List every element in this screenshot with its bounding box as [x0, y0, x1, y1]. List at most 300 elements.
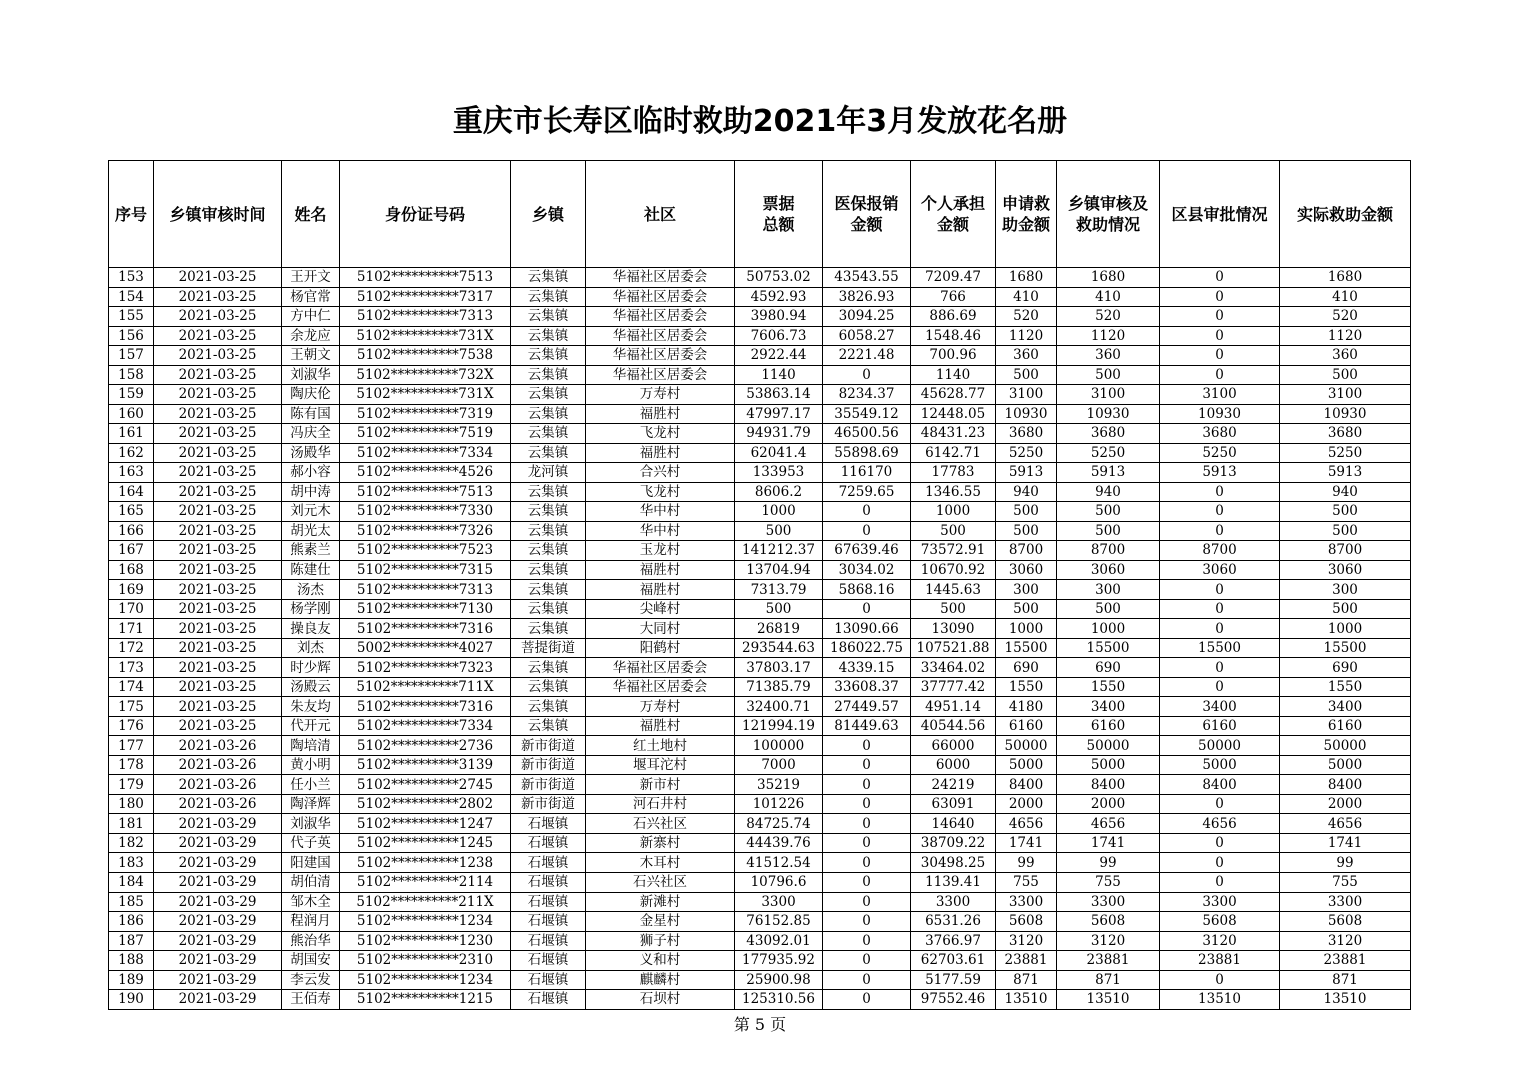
table-cell: 5102**********2736 [340, 736, 511, 756]
table-row [109, 951, 1411, 971]
table-cell: 0 [823, 853, 911, 873]
table-cell: 2021-03-25 [154, 346, 282, 366]
table-cell: 2221.48 [823, 346, 911, 366]
table-cell: 174 [109, 677, 154, 697]
table-cell: 2021-03-26 [154, 794, 282, 814]
table-cell: 55898.69 [823, 443, 911, 463]
table-cell: 2021-03-25 [154, 521, 282, 541]
table-cell: 8400 [1057, 775, 1160, 795]
table-cell: 360 [1280, 346, 1411, 366]
table-cell: 1000 [996, 619, 1057, 639]
table-cell: 169 [109, 580, 154, 600]
table-cell: 10930 [996, 404, 1057, 424]
table-cell: 3120 [1160, 931, 1280, 951]
table-cell: 690 [996, 658, 1057, 678]
table-cell: 163 [109, 463, 154, 483]
table-cell: 胡国安 [282, 951, 340, 971]
table-cell: 陈建仕 [282, 560, 340, 580]
table-cell: 2021-03-29 [154, 990, 282, 1010]
column-header: 票据 总额 [735, 161, 823, 268]
table-cell: 166 [109, 521, 154, 541]
table-cell: 0 [823, 794, 911, 814]
table-cell: 0 [823, 775, 911, 795]
table-cell: 堰耳沱村 [586, 755, 735, 775]
table-cell: 360 [996, 346, 1057, 366]
table-cell: 5102**********1247 [340, 814, 511, 834]
table-row [109, 365, 1411, 385]
table-cell: 0 [1160, 365, 1280, 385]
table-cell: 5177.59 [911, 970, 996, 990]
table-cell: 7313.79 [735, 580, 823, 600]
table-cell: 万寿村 [586, 385, 735, 405]
table-cell: 5868.16 [823, 580, 911, 600]
table-cell: 2021-03-25 [154, 482, 282, 502]
table-cell: 500 [996, 599, 1057, 619]
table-row [109, 541, 1411, 561]
table-cell: 刘淑华 [282, 814, 340, 834]
table-cell: 15500 [1057, 638, 1160, 658]
table-cell: 73572.91 [911, 541, 996, 561]
table-cell: 2922.44 [735, 346, 823, 366]
table-cell: 63091 [911, 794, 996, 814]
table-cell: 合兴村 [586, 463, 735, 483]
table-row [109, 326, 1411, 346]
table-cell: 1139.41 [911, 872, 996, 892]
table-cell: 福胜村 [586, 560, 735, 580]
table-cell: 0 [1160, 346, 1280, 366]
table-cell: 麒麟村 [586, 970, 735, 990]
table-cell: 石堰镇 [511, 872, 586, 892]
table-cell: 5250 [996, 443, 1057, 463]
table-cell: 福胜村 [586, 443, 735, 463]
table-row [109, 697, 1411, 717]
table-cell: 2021-03-25 [154, 365, 282, 385]
table-cell: 360 [1057, 346, 1160, 366]
table-cell: 755 [1280, 872, 1411, 892]
table-cell: 10670.92 [911, 560, 996, 580]
table-cell: 5102**********7315 [340, 560, 511, 580]
table-cell: 3400 [1280, 697, 1411, 717]
table-row [109, 482, 1411, 502]
table-row [109, 736, 1411, 756]
table-cell: 160 [109, 404, 154, 424]
table-cell: 38709.22 [911, 833, 996, 853]
column-header: 实际救助金额 [1280, 161, 1411, 268]
table-cell: 500 [996, 502, 1057, 522]
table-cell: 石堰镇 [511, 833, 586, 853]
table-cell: 500 [911, 599, 996, 619]
table-cell: 操良友 [282, 619, 340, 639]
table-cell: 云集镇 [511, 326, 586, 346]
table-cell: 华中村 [586, 521, 735, 541]
table-cell: 15500 [1280, 638, 1411, 658]
table-cell: 程润月 [282, 912, 340, 932]
table-cell: 3060 [1160, 560, 1280, 580]
table-cell: 华中村 [586, 502, 735, 522]
table-cell: 4339.15 [823, 658, 911, 678]
table-cell: 5250 [1280, 443, 1411, 463]
table-cell: 161 [109, 424, 154, 444]
table-cell: 33608.37 [823, 677, 911, 697]
table-cell: 168 [109, 560, 154, 580]
table-row [109, 833, 1411, 853]
table-cell: 云集镇 [511, 697, 586, 717]
table-row [109, 385, 1411, 405]
table-row [109, 560, 1411, 580]
table-cell: 0 [1160, 482, 1280, 502]
table-cell: 26819 [735, 619, 823, 639]
table-cell: 300 [1280, 580, 1411, 600]
table-cell: 886.69 [911, 307, 996, 327]
table-cell: 871 [1280, 970, 1411, 990]
table-cell: 187 [109, 931, 154, 951]
table-cell: 94931.79 [735, 424, 823, 444]
table-cell: 189 [109, 970, 154, 990]
table-cell: 5102**********1234 [340, 970, 511, 990]
table-cell: 2021-03-29 [154, 892, 282, 912]
table-cell: 173 [109, 658, 154, 678]
table-cell: 2021-03-25 [154, 502, 282, 522]
table-cell: 871 [996, 970, 1057, 990]
table-cell: 25900.98 [735, 970, 823, 990]
table-cell: 10930 [1057, 404, 1160, 424]
table-cell: 狮子村 [586, 931, 735, 951]
table-cell: 云集镇 [511, 560, 586, 580]
table-cell: 766 [911, 287, 996, 307]
table-cell: 新滩村 [586, 892, 735, 912]
table-cell: 胡光太 [282, 521, 340, 541]
table-cell: 179 [109, 775, 154, 795]
table-cell: 50753.02 [735, 268, 823, 288]
table-cell: 44439.76 [735, 833, 823, 853]
table-cell: 182 [109, 833, 154, 853]
table-cell: 2021-03-26 [154, 736, 282, 756]
table-cell: 华福社区居委会 [586, 268, 735, 288]
table-cell: 5102**********7130 [340, 599, 511, 619]
table-cell: 4180 [996, 697, 1057, 717]
table-cell: 7259.65 [823, 482, 911, 502]
table-cell: 3100 [1280, 385, 1411, 405]
table-cell: 500 [1057, 599, 1160, 619]
table-cell: 99 [1057, 853, 1160, 873]
table-cell: 5102**********7326 [340, 521, 511, 541]
table-row [109, 521, 1411, 541]
table-cell: 13510 [1057, 990, 1160, 1010]
table-cell: 华福社区居委会 [586, 326, 735, 346]
table-cell: 13510 [1280, 990, 1411, 1010]
table-cell: 1550 [1280, 677, 1411, 697]
table-cell: 新市街道 [511, 736, 586, 756]
table-cell: 27449.57 [823, 697, 911, 717]
table-cell: 石堰镇 [511, 912, 586, 932]
table-row [109, 404, 1411, 424]
table-cell: 157 [109, 346, 154, 366]
table-cell: 5102**********2114 [340, 872, 511, 892]
table-cell: 1680 [1057, 268, 1160, 288]
table-cell: 云集镇 [511, 424, 586, 444]
table-cell: 2021-03-29 [154, 833, 282, 853]
table-cell: 8234.37 [823, 385, 911, 405]
table-cell: 朱友均 [282, 697, 340, 717]
table-cell: 5102**********7317 [340, 287, 511, 307]
column-header: 社区 [586, 161, 735, 268]
table-cell: 500 [911, 521, 996, 541]
table-cell: 43543.55 [823, 268, 911, 288]
table-cell: 5913 [996, 463, 1057, 483]
table-cell: 24219 [911, 775, 996, 795]
table-cell: 2021-03-26 [154, 755, 282, 775]
table-cell: 0 [823, 365, 911, 385]
table-cell: 300 [996, 580, 1057, 600]
table-cell: 0 [823, 521, 911, 541]
table-cell: 99 [996, 853, 1057, 873]
table-row [109, 346, 1411, 366]
table-cell: 71385.79 [735, 677, 823, 697]
table-cell: 0 [1160, 853, 1280, 873]
table-cell: 阳鹤村 [586, 638, 735, 658]
table-cell: 2021-03-25 [154, 638, 282, 658]
table-cell: 3300 [1280, 892, 1411, 912]
table-cell: 云集镇 [511, 521, 586, 541]
table-cell: 代子英 [282, 833, 340, 853]
table-cell: 940 [1280, 482, 1411, 502]
table-cell: 5608 [1057, 912, 1160, 932]
table-cell: 2000 [1280, 794, 1411, 814]
table-cell: 2021-03-26 [154, 775, 282, 795]
table-row [109, 775, 1411, 795]
table-cell: 红土地村 [586, 736, 735, 756]
table-cell: 47997.17 [735, 404, 823, 424]
table-cell: 6160 [1057, 716, 1160, 736]
table-cell: 5102**********7334 [340, 443, 511, 463]
table-cell: 35219 [735, 775, 823, 795]
table-cell: 500 [735, 599, 823, 619]
table-cell: 2021-03-25 [154, 658, 282, 678]
table-cell: 熊素兰 [282, 541, 340, 561]
table-cell: 8700 [1057, 541, 1160, 561]
table-cell: 2021-03-29 [154, 853, 282, 873]
table-cell: 5102**********3139 [340, 755, 511, 775]
table-cell: 3680 [1280, 424, 1411, 444]
table-cell: 5102**********7513 [340, 268, 511, 288]
column-header: 区县审批情况 [1160, 161, 1280, 268]
table-cell: 5102**********7319 [340, 404, 511, 424]
table-cell: 5102**********7513 [340, 482, 511, 502]
table-row [109, 931, 1411, 951]
table-cell: 1120 [996, 326, 1057, 346]
table-cell: 0 [823, 502, 911, 522]
table-cell: 0 [1160, 307, 1280, 327]
table-cell: 141212.37 [735, 541, 823, 561]
table-cell: 龙河镇 [511, 463, 586, 483]
table-cell: 万寿村 [586, 697, 735, 717]
table-cell: 99 [1280, 853, 1411, 873]
table-cell: 尖峰村 [586, 599, 735, 619]
table-cell: 3060 [1280, 560, 1411, 580]
table-cell: 2021-03-25 [154, 677, 282, 697]
table-cell: 0 [823, 912, 911, 932]
table-row [109, 463, 1411, 483]
table-cell: 2021-03-29 [154, 970, 282, 990]
table-cell: 4656 [996, 814, 1057, 834]
table-cell: 方中仁 [282, 307, 340, 327]
table-cell: 5000 [1160, 755, 1280, 775]
table-cell: 3300 [911, 892, 996, 912]
table-cell: 33464.02 [911, 658, 996, 678]
table-cell: 3034.02 [823, 560, 911, 580]
table-cell: 170 [109, 599, 154, 619]
table-row [109, 872, 1411, 892]
table-cell: 云集镇 [511, 346, 586, 366]
table-cell: 41512.54 [735, 853, 823, 873]
table-cell: 5102**********1234 [340, 912, 511, 932]
table-cell: 3060 [996, 560, 1057, 580]
table-cell: 2021-03-29 [154, 872, 282, 892]
table-cell: 159 [109, 385, 154, 405]
table-cell: 石兴社区 [586, 872, 735, 892]
table-cell: 171 [109, 619, 154, 639]
table-cell: 155 [109, 307, 154, 327]
table-row [109, 970, 1411, 990]
table-row [109, 892, 1411, 912]
table-cell: 76152.85 [735, 912, 823, 932]
table-cell: 7606.73 [735, 326, 823, 346]
table-cell: 1000 [1280, 619, 1411, 639]
table-cell: 10796.6 [735, 872, 823, 892]
table-cell: 杨官常 [282, 287, 340, 307]
table-cell: 5102**********211X [340, 892, 511, 912]
table-cell: 1680 [996, 268, 1057, 288]
table-cell: 755 [996, 872, 1057, 892]
table-cell: 0 [823, 970, 911, 990]
table-cell: 5608 [996, 912, 1057, 932]
table-cell: 5102**********7334 [340, 716, 511, 736]
table-cell: 1000 [735, 502, 823, 522]
table-cell: 4656 [1057, 814, 1160, 834]
table-cell: 1680 [1280, 268, 1411, 288]
table-row [109, 755, 1411, 775]
table-cell: 500 [735, 521, 823, 541]
table-cell: 2021-03-25 [154, 404, 282, 424]
table-cell: 167 [109, 541, 154, 561]
table-cell: 陈有国 [282, 404, 340, 424]
table-cell: 云集镇 [511, 580, 586, 600]
table-cell: 8400 [1160, 775, 1280, 795]
table-row [109, 677, 1411, 697]
table-cell: 2021-03-25 [154, 599, 282, 619]
table-cell: 5102**********7538 [340, 346, 511, 366]
table-cell: 3100 [1057, 385, 1160, 405]
table-cell: 新寨村 [586, 833, 735, 853]
table-cell: 165 [109, 502, 154, 522]
table-cell: 940 [1057, 482, 1160, 502]
table-cell: 华福社区居委会 [586, 658, 735, 678]
table-cell: 0 [823, 814, 911, 834]
table-cell: 3120 [1057, 931, 1160, 951]
table-cell: 176 [109, 716, 154, 736]
table-cell: 王朝文 [282, 346, 340, 366]
table-cell: 邹木全 [282, 892, 340, 912]
table-cell: 2021-03-25 [154, 697, 282, 717]
table-cell: 陶庆伦 [282, 385, 340, 405]
table-cell: 4656 [1160, 814, 1280, 834]
table-cell: 4592.93 [735, 287, 823, 307]
column-header: 申请救 助金额 [996, 161, 1057, 268]
table-cell: 0 [823, 892, 911, 912]
table-cell: 熊治华 [282, 931, 340, 951]
table-cell: 10930 [1160, 404, 1280, 424]
table-cell: 0 [1160, 326, 1280, 346]
table-cell: 2000 [1057, 794, 1160, 814]
table-cell: 0 [1160, 580, 1280, 600]
table-cell: 10930 [1280, 404, 1411, 424]
table-cell: 300 [1057, 580, 1160, 600]
table-cell: 福胜村 [586, 404, 735, 424]
table-cell: 0 [1160, 872, 1280, 892]
table-cell: 13090.66 [823, 619, 911, 639]
table-cell: 172 [109, 638, 154, 658]
table-row [109, 268, 1411, 288]
table-cell: 0 [823, 872, 911, 892]
table-cell: 云集镇 [511, 502, 586, 522]
table-cell: 5102**********7519 [340, 424, 511, 444]
table-cell: 500 [1057, 502, 1160, 522]
table-cell: 8700 [1280, 541, 1411, 561]
table-cell: 8700 [996, 541, 1057, 561]
table-cell: 8606.2 [735, 482, 823, 502]
table-cell: 23881 [1280, 951, 1411, 971]
table-cell: 1140 [735, 365, 823, 385]
table-cell: 23881 [1057, 951, 1160, 971]
table-cell: 3766.97 [911, 931, 996, 951]
table-cell: 0 [1160, 268, 1280, 288]
table-cell: 156 [109, 326, 154, 346]
table-cell: 5102**********2310 [340, 951, 511, 971]
relief-roster-table [108, 160, 1411, 1010]
table-row [109, 990, 1411, 1010]
table-cell: 汤殿华 [282, 443, 340, 463]
table-header-row [109, 161, 1411, 268]
table-cell: 14640 [911, 814, 996, 834]
table-cell: 1445.63 [911, 580, 996, 600]
table-cell: 石堰镇 [511, 931, 586, 951]
table-cell: 186 [109, 912, 154, 932]
table-cell: 0 [1160, 502, 1280, 522]
table-cell: 43092.01 [735, 931, 823, 951]
table-cell: 40544.56 [911, 716, 996, 736]
table-cell: 5000 [1280, 755, 1411, 775]
table-cell: 50000 [1160, 736, 1280, 756]
table-row [109, 580, 1411, 600]
table-cell: 新市街道 [511, 775, 586, 795]
table-cell: 2021-03-25 [154, 619, 282, 639]
table-cell: 8700 [1160, 541, 1280, 561]
table-cell: 飞龙村 [586, 482, 735, 502]
table-cell: 0 [1160, 658, 1280, 678]
table-cell: 1741 [1280, 833, 1411, 853]
table-cell: 62041.4 [735, 443, 823, 463]
table-cell: 时少辉 [282, 658, 340, 678]
table-cell: 500 [996, 521, 1057, 541]
table-cell: 胡中涛 [282, 482, 340, 502]
table-cell: 新市村 [586, 775, 735, 795]
table-cell: 7209.47 [911, 268, 996, 288]
table-cell: 177 [109, 736, 154, 756]
table-cell: 石堰镇 [511, 814, 586, 834]
table-cell: 云集镇 [511, 482, 586, 502]
table-cell: 186022.75 [823, 638, 911, 658]
table-cell: 177935.92 [735, 951, 823, 971]
